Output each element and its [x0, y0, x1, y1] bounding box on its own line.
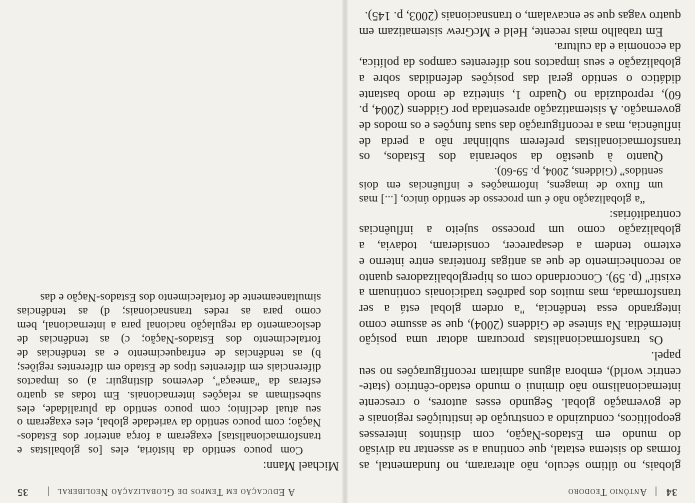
block-quote: Com pouco sentido da história, eles [os globalistas e transformacionalistas] exageram a força anterior dos Estados-Nação; com pouco sentido da variedade global, eles exageram o seu atual declínio; com pouco sentido da pluralidade, eles subestimam as relações internacionais. Em todas as quatro esferas da "ameaça", devemos distinguir: a) os impactos diferenciais em diferentes tipos de Estado em diferentes regiões; b) as tendências de enfraquecimento e as tendências de fortalecimento dos Estados-Nação; c) as tendências de deslocamento da regulação nacional para a internacional, bem como para as redes transnacionais; d) as tendências simultaneamente de fortalecimento dos Estados-Nação e das [17, 291, 321, 458]
running-header [17, 479, 677, 497]
block-quote: “a globalização não é um processo de sentido único, [...] mas um fluxo de imagens, informações e influências em dois sentidos” (Giddens, 2004, p. 59-60). [359, 165, 663, 207]
paragraph: globais, no último século, não alteraram, no fundamental, as formas do sistema estatal, que continua a se assentar na divisão do mundo em Estados-Nação, com distintos interesses geopolíticos, conduzindo a construção de instituições regionais e de governação global. Segundo esses autores, o crescente internacionalismo não diminui o mundo estado-cêntrico (state-centric world), embora alguns admitam reconfigurações no seu papel. [359, 349, 681, 473]
paragraph: Os transformacionalistas procuram adotar uma posição intermédia. Na síntese de Giddens (2004), que se assume como integrando essa tendência, "a ordem global está a ser transformada, mas muitos dos padrões tradicionais continuam a existir" (p. 59). Concordando com os hiperglobalizadores quanto ao reconhecimento de que as antigas fronteiras entre interno e externo tendem a desaparecer, consideram, todavia, a globalização como um processo sujeito a influências contraditórias: [359, 207, 681, 348]
paragraph: Quanto à questão da soberania dos Estados, os transformacionalistas preferem sublinhar não a perda de influência, mas a reconfiguração das suas funções e os modos de governação. A sistematização apresentada por Giddens (2004, p. 60), reproduzida no Quadro 1, sintetiza de modo bastante didático o sentido geral das posições defendidas sobre a globalização e seus impactos nos diferentes campos da política, da economia e da cultura. [359, 40, 681, 165]
header-separator-right: | [47, 486, 50, 497]
quote-text: a globalização não é um processo de sentido único, [...] mas um fluxo de imagens, informações e influências em dois sentidos [359, 165, 663, 207]
page-number-right: 35 [17, 486, 28, 497]
header-separator: | [654, 486, 657, 497]
page-number-left: 34 [666, 486, 677, 497]
paragraph: Michael Mann: [262, 459, 339, 473]
header-author: Antônio Teodoro [567, 486, 647, 497]
paragraph: Em trabalho mais recente, Held e McGrew sistematizam em quatro vagas que se encavalam, o transnacionais (2003, p. 145). [359, 9, 681, 39]
quote-citation: (Giddens, 2004, p. 59-60). [494, 165, 617, 179]
right-column [17, 290, 339, 473]
header-running-title: A Educação em Tempos de Globalização Neoliberal [57, 486, 296, 497]
left-column [359, 0, 681, 473]
